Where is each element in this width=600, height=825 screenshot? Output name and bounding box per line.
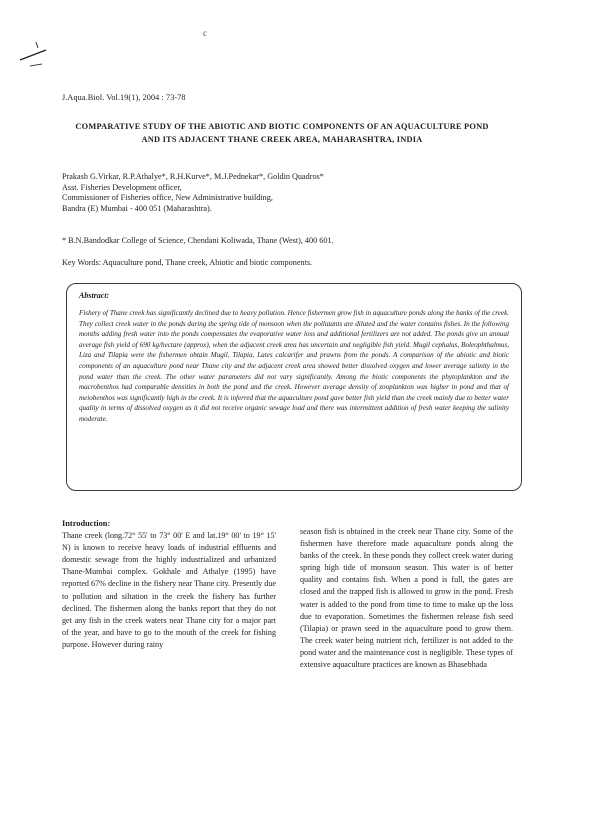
page-number: c xyxy=(203,28,207,38)
left-column xyxy=(62,518,276,651)
abstract-text: Fishery of Thane creek has significantly declined due to heavy pollution. Hence fishermen grow fish in aquaculture ponds along the banks of the creek. They collect creek water in the ponds during the spring tide of monsoon when the pollutants are diluted and the water contains fishes. In the following months adding fresh water into the ponds compensates the evaporative water loss and additional fertilizers are not added. The ponds give an annual average fish yield of 690 kg/hectare (approx), when the adjacent creek area has uncertain and negligible fish yield. Mugil cephalus, Boleophthalmus, Liza and Tilapia were the fishermen obtain Mugil, Tilapia, Lates calcarifer and prawns from the ponds. A comparison of the abiotic and biotic components of an aquaculture pond near Thane city and the adjacent creek area showed better dissolved oxygen and lower average salinity in the pond water than the creek. The other water parameters did not vary significantly. Among the biotic components the phytoplankton and the macrobenthos had comparable densities in both the pond and the creek. However average density of zooplankton was higher in pond and that of meiobenthos was significantly high in the creek. It is inferred that the aquaculture pond gave better fish yield than the creek mainly due to better water quality in terms of dissolved oxygen as it did not receive organic sewage load and there was intermittent addition of fresh water keeping the salinity moderate. xyxy=(79,309,509,423)
abstract-box xyxy=(66,283,522,491)
author-block xyxy=(62,172,532,214)
keywords: Key Words: Aquaculture pond, Thane creek, Abiotic and biotic components. xyxy=(62,258,313,267)
scan-artifact-mark xyxy=(16,40,52,70)
left-column-text: Thane creek (long.72° 55' to 73° 00' E and lat.19° 00' to 19° 15' N) is known to receive heavy loads of industrial effluents and domestic sewage from the highly industrialized and urbanized Thane-Mumbai complex. Gokhale and Athalye (1995) have reported 67% decline in the fishery near Thane city. Presently due to pollution and siltation in the creek the fishery has further declined. The fishermen along the banks report that they do not get any fish in the creek waters near Thane city for a major part of the year, and have to go to the mouth of the creek for fishing purpose. However during rainy xyxy=(62,531,276,649)
journal-reference: J.Aqua.Biol. Vol.19(1), 2004 : 73-78 xyxy=(62,93,186,102)
affiliation: * B.N.Bandodkar College of Science, Chendani Koliwada, Thane (West), 400 601. xyxy=(62,236,334,245)
introduction-heading: Introduction: xyxy=(62,519,111,528)
right-column-text: season fish is obtained in the creek near Thane city. Some of the fishermen have therefore made aquaculture ponds along the banks of the creek. In these ponds they collect creek water during spring high tide of monsoon season. This water is of better quality and contains fish. When a pond is full, the gates are closed and the trapped fish is allowed to grow in the pond. Fresh water is added to the pond from time to time to make up the loss due to evaporation. Sometimes the fishermen release fish seed (Tilapia) or prawn seed in the aquaculture pond to grow them. The creek water being nutrient rich, fertilizer is not added to the pond water and the maintenance cost is negligible. These types of extensive aquaculture practices are known as Bhasebhada xyxy=(300,527,513,670)
right-column xyxy=(300,526,513,671)
author-line: Prakash G.Virkar, R.P.Athalye*, R.H.Kurve*, M.J.Pednekar*, Goldin Quadros* xyxy=(62,172,324,181)
abstract-heading: Abstract: xyxy=(79,291,110,300)
author-line: Commissioner of Fisheries office, New Administrative building, xyxy=(62,193,273,202)
paper-title: COMPARATIVE STUDY OF THE ABIOTIC AND BIOTIC COMPONENTS OF AN AQUACULTURE POND AND ITS ADJACENT THANE CREEK AREA, MAHARASHTRA, INDIA xyxy=(75,122,489,144)
author-line: Asst. Fisheries Development officer, xyxy=(62,182,182,192)
author-line: Bandra (E) Mumbai - 400 051 (Maharashtra). xyxy=(62,203,212,213)
